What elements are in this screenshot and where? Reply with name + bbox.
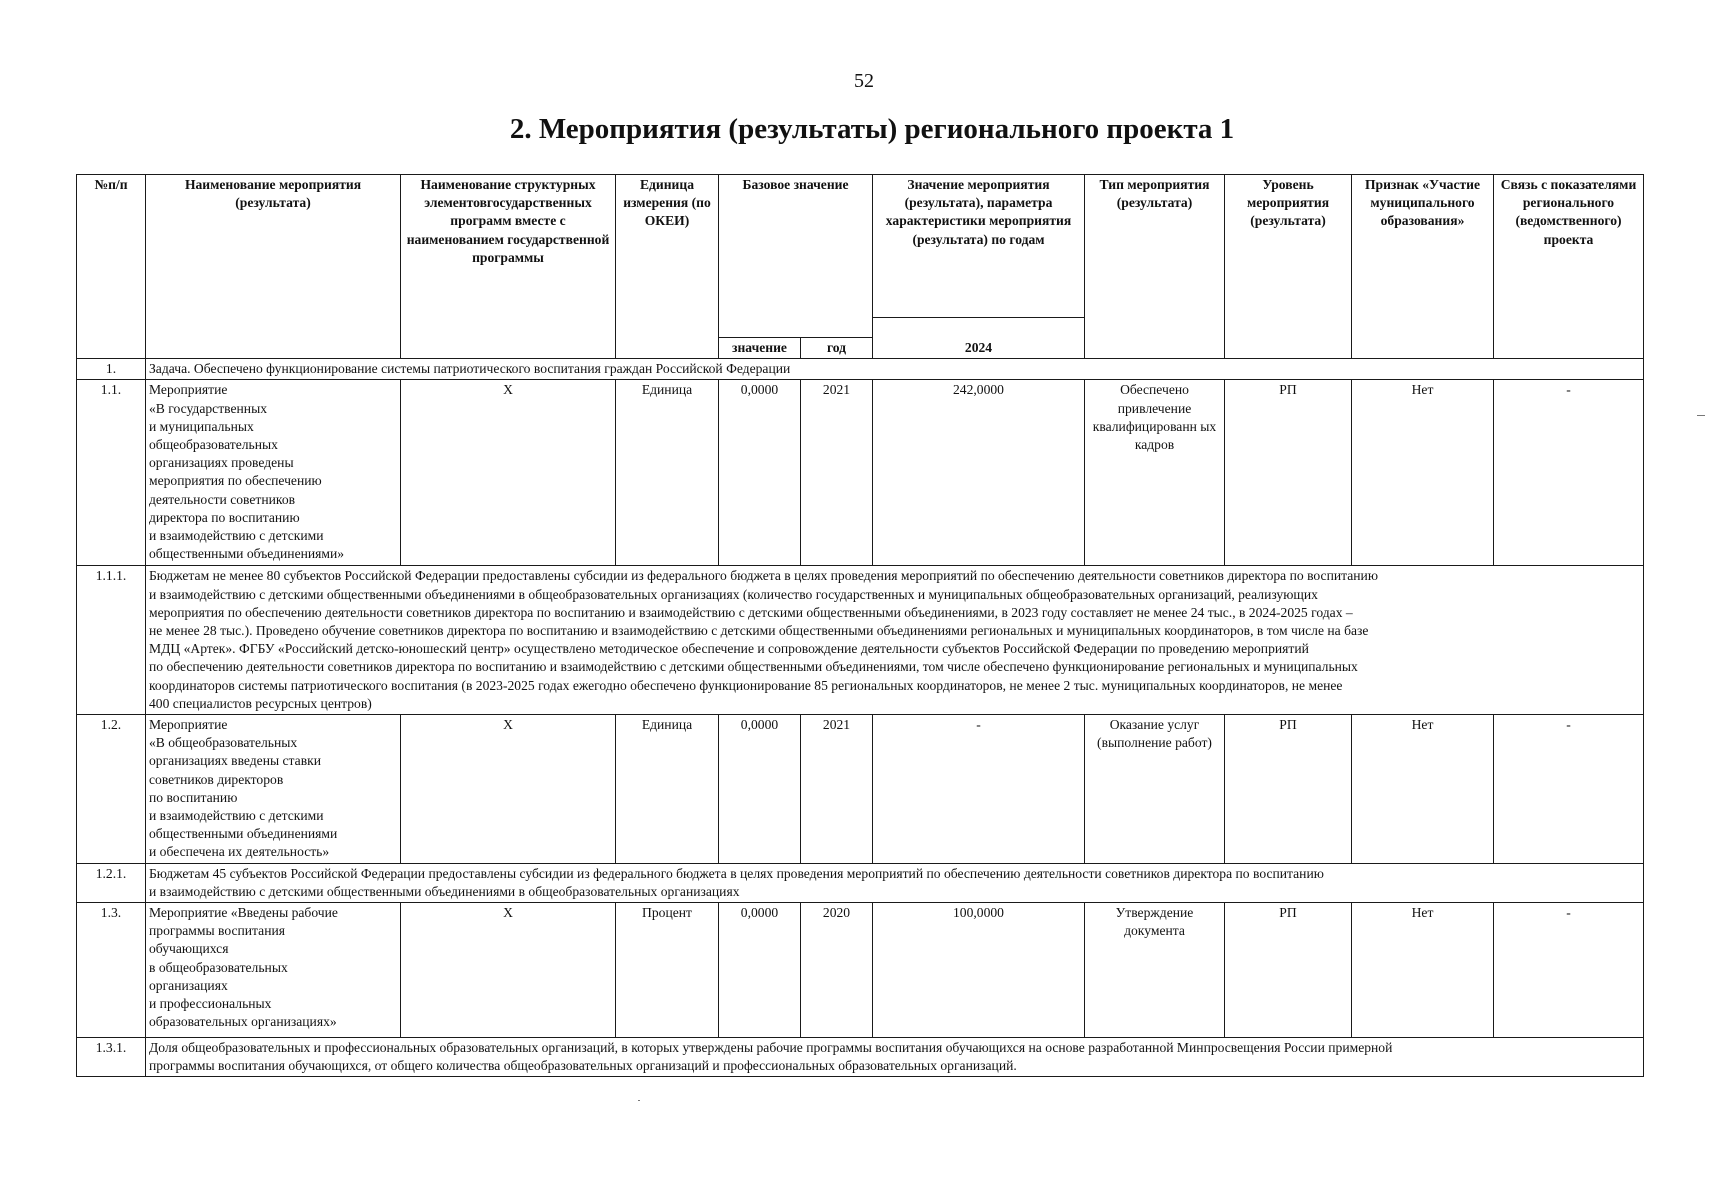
event-num: 1.3. <box>77 903 146 1038</box>
event-name: Мероприятие «В общеобразовательных организациях введены ставки советников директоров по воспитанию и взаимодействию с детскими общественными объединениями и обеспечена их деятельность» <box>146 715 401 864</box>
header-value-year: 2024 <box>873 318 1085 359</box>
event-level: РП <box>1225 380 1352 566</box>
event-unit: Процент <box>616 903 719 1038</box>
event-unit: Единица <box>616 380 719 566</box>
event-detail-text: Бюджетам не менее 80 субъектов Российской Федерации предоставлены субсидии из федерального бюджета в целях проведения мероприятий по обеспечению деятельности советников директора по воспитанию и взаимодействию с детскими общественными объединениями в общеобразовательных организациях (количество государственных и муниципальных общеобразовательных организаций, реализующих мероприятия по обеспечению деятельности советников директора по воспитанию и взаимодействию с детскими общественными объединениями, в 2023 году составляет не менее 24 тыс., в 2024-2025 годах – не менее 28 тыс.). Проведено обучение советников директора по воспитанию и взаимодействию с детскими общественными объединениями региональных и муниципальных координаторов, в том числе на базе МДЦ «Артек». ФГБУ «Российский детско-юношеский центр» осуществлено методическое обеспечение и сопровождение деятельности субъектов Российской Федерации по проведению мероприятий по обеспечению деятельности советников директора по воспитанию и взаимодействию с детскими общественными объединениями, том числе обеспечено функционирование региональных и муниципальных координаторов системы патриотического воспитания (в 2023-2025 годах ежегодно обеспечено функционирование 85 региональных координаторов, не менее 2 тыс. муниципальных координаторов, не менее 400 специалистов ресурсных центров) <box>146 566 1644 715</box>
header-num: №п/п <box>77 175 146 359</box>
event-base-value: 0,0000 <box>719 715 801 864</box>
event-name: Мероприятие «Введены рабочие программы воспитания обучающихся в общеобразовательных организациях и профессиональных образовательных организациях» <box>146 903 401 1038</box>
event-type: Утверждение документа <box>1085 903 1225 1038</box>
event-num: 1.2. <box>77 715 146 864</box>
event-municipal: Нет <box>1352 715 1494 864</box>
page-title: 2. Мероприятия (результаты) регионального проекта 1 <box>509 113 1235 145</box>
header-name: Наименование мероприятия (результата) <box>146 175 401 359</box>
event-row <box>77 715 1644 864</box>
event-detail-num: 1.1.1. <box>77 566 146 715</box>
event-detail-row <box>77 1038 1644 1077</box>
event-level: РП <box>1225 715 1352 864</box>
event-level: РП <box>1225 903 1352 1038</box>
task-num: 1. <box>77 359 146 380</box>
event-base-year: 2021 <box>801 715 873 864</box>
header-link: Связь с показателями регионального (ведомственного) проекта <box>1494 175 1644 359</box>
header-unit: Единица измерения (по ОКЕИ) <box>616 175 719 359</box>
event-num: 1.1. <box>77 380 146 566</box>
event-base-value: 0,0000 <box>719 903 801 1038</box>
event-detail-row <box>77 863 1644 902</box>
event-row <box>77 903 1644 1038</box>
event-struct: X <box>401 903 616 1038</box>
event-unit: Единица <box>616 715 719 864</box>
page-number: 52 <box>854 70 874 92</box>
header-base: Базовое значение <box>719 175 873 338</box>
header-base-value: значение <box>719 338 801 359</box>
event-value-2024: - <box>873 715 1085 864</box>
header-level: Уровень мероприятия (результата) <box>1225 175 1352 359</box>
header-municipal: Признак «Участие муниципального образования» <box>1352 175 1494 359</box>
event-detail-text: Бюджетам 45 субъектов Российской Федерации предоставлены субсидии из федерального бюджета в целях проведения мероприятий по обеспечению деятельности советников директора по воспитанию и взаимодействию с детскими общественными объединениями в общеобразовательных организациях <box>146 863 1644 902</box>
event-base-year: 2020 <box>801 903 873 1038</box>
event-detail-row <box>77 566 1644 715</box>
event-struct: X <box>401 715 616 864</box>
event-detail-num: 1.2.1. <box>77 863 146 902</box>
event-base-year: 2021 <box>801 380 873 566</box>
task-text: Задача. Обеспечено функционирование системы патриотического воспитания граждан Российской Федерации <box>146 359 1644 380</box>
event-municipal: Нет <box>1352 380 1494 566</box>
event-name: Мероприятие «В государственных и муниципальных общеобразовательных организациях проведены мероприятия по обеспечению деятельности советников директора по воспитанию и взаимодействию с детскими общественными объединениями» <box>146 380 401 566</box>
event-struct: X <box>401 380 616 566</box>
header-type: Тип мероприятия (результата) <box>1085 175 1225 359</box>
header-value: Значение мероприятия (результата), параметра характеристики мероприятия (результата) по годам <box>873 175 1085 318</box>
events-table <box>76 174 1644 1077</box>
header-struct: Наименование структурных элементовгосударственных программ вместе с наименованием государственной программы <box>401 175 616 359</box>
event-base-value: 0,0000 <box>719 380 801 566</box>
event-link: - <box>1494 380 1644 566</box>
event-type: Оказание услуг (выполнение работ) <box>1085 715 1225 864</box>
scan-mark <box>638 1100 640 1101</box>
header-base-year: год <box>801 338 873 359</box>
event-municipal: Нет <box>1352 903 1494 1038</box>
scan-mark <box>1697 415 1705 416</box>
event-link: - <box>1494 903 1644 1038</box>
event-detail-text: Доля общеобразовательных и профессиональных образовательных организаций, в которых утверждены рабочие программы воспитания обучающихся на основе разработанной Минпросвещения России примерной программы воспитания обучающихся, от общего количества общеобразовательных организаций и профессиональных образовательных организаций. <box>146 1038 1644 1077</box>
event-detail-num: 1.3.1. <box>77 1038 146 1077</box>
event-row <box>77 380 1644 566</box>
event-type: Обеспечено привлечение квалифицированн ых кадров <box>1085 380 1225 566</box>
event-value-2024: 100,0000 <box>873 903 1085 1038</box>
task-row <box>77 359 1644 380</box>
event-link: - <box>1494 715 1644 864</box>
event-value-2024: 242,0000 <box>873 380 1085 566</box>
